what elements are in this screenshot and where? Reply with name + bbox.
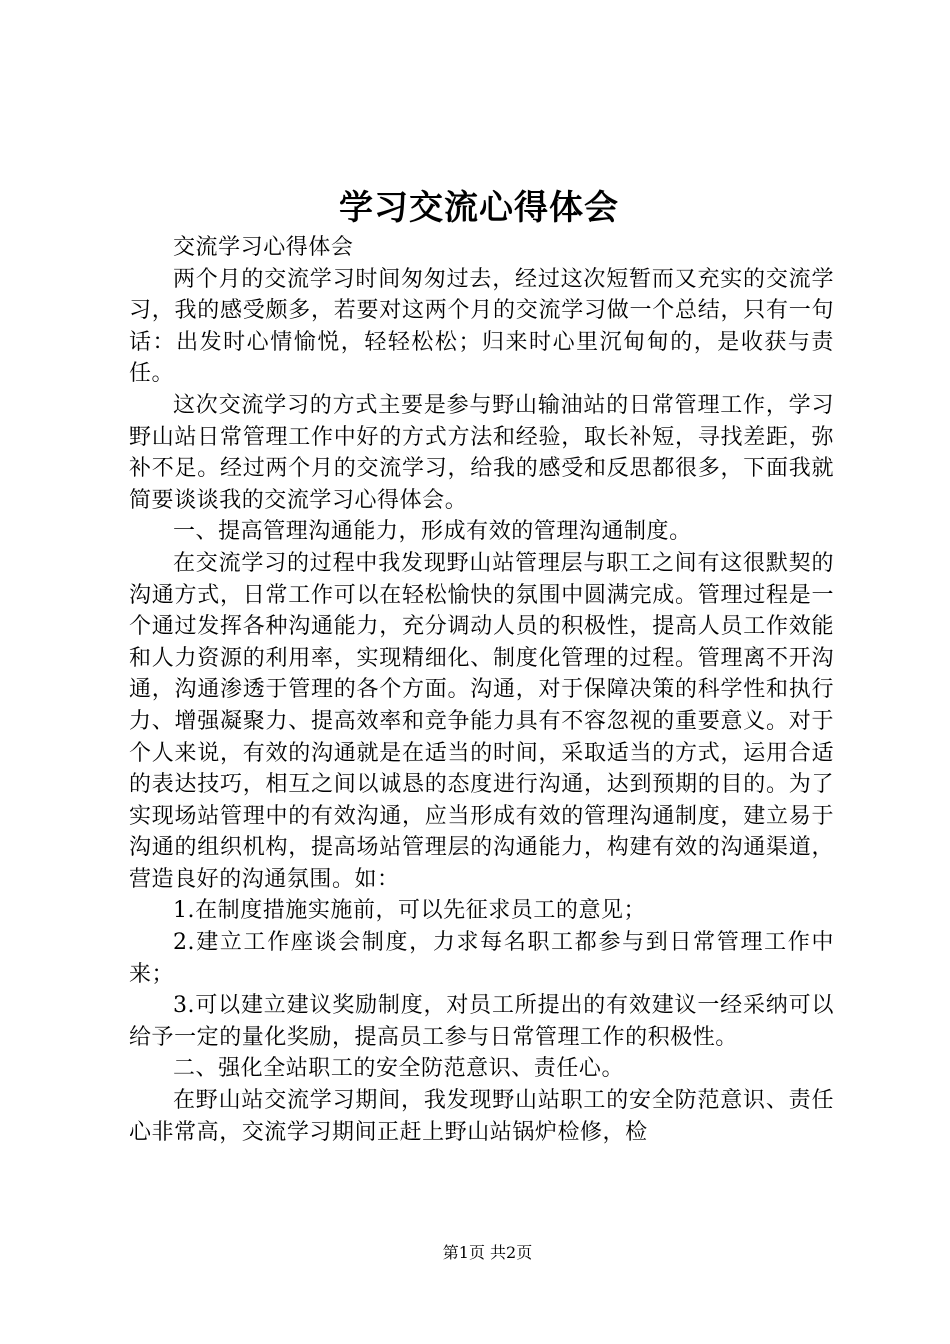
page-footer: 第1页 共2页: [442, 1243, 533, 1262]
subtitle-paragraph: 交流学习心得体会: [173, 235, 354, 260]
list-item: 2.建立工作座谈会制度，力求每名职工都参与到日常管理工作中来；: [129, 930, 834, 987]
body-paragraph: 两个月的交流学习时间匆匆过去，经过这次短暂而又充实的交流学习，我的感受颇多，若要对这两个月的交流学习做一个总结，只有一句话：出发时心情愉悦，轻轻松松；归来时心里沉甸甸的，是收获与责任。: [129, 266, 834, 387]
list-item: 1.在制度措施实施前，可以先征求员工的意见；: [173, 898, 647, 924]
section-heading: 二、强化全站职工的安全防范意识、责任心。: [173, 1056, 625, 1082]
section-heading: 一、提高管理沟通能力，形成有效的管理沟通制度。: [173, 519, 692, 545]
document-title: 学习交流心得体会: [339, 188, 619, 228]
document-body: [129, 232, 834, 1148]
body-paragraph: 这次交流学习的方式主要是参与野山输油站的日常管理工作，学习野山站日常管理工作中好的方式方法和经验，取长补短，寻找差距，弥补不足。经过两个月的交流学习，给我的感受和反思都很多，下面我就简要谈谈我的交流学习心得体会。: [129, 392, 834, 513]
list-item: 3.可以建立建议奖励制度，对员工所提出的有效建议一经采纳可以给予一定的量化奖励，提高员工参与日常管理工作的积极性。: [129, 993, 834, 1050]
body-paragraph: 在交流学习的过程中我发现野山站管理层与职工之间有这很默契的沟通方式，日常工作可以在轻松愉快的氛围中圆满完成。管理过程是一个通过发挥各种沟通能力，充分调动人员的积极性，提高人员工作效能和人力资源的利用率，实现精细化、制度化管理的过程。管理离不开沟通，沟通渗透于管理的各个方面。沟通，对于保障决策的科学性和执行力、增强凝聚力、提高效率和竞争能力具有不容忽视的重要意义。对于个人来说，有效的沟通就是在适当的时间，采取适当的方式，运用合适的表达技巧，相互之间以诚恳的态度进行沟通，达到预期的目的。为了实现场站管理中的有效沟通，应当形成有效的管理沟通制度，建立易于沟通的组织机构，提高场站管理层的沟通能力，构建有效的沟通渠道，营造良好的沟通氛围。如：: [129, 550, 834, 892]
body-paragraph: 在野山站交流学习期间，我发现野山站职工的安全防范意识、责任心非常高，交流学习期间正赶上野山站锅炉检修，检: [129, 1088, 834, 1145]
